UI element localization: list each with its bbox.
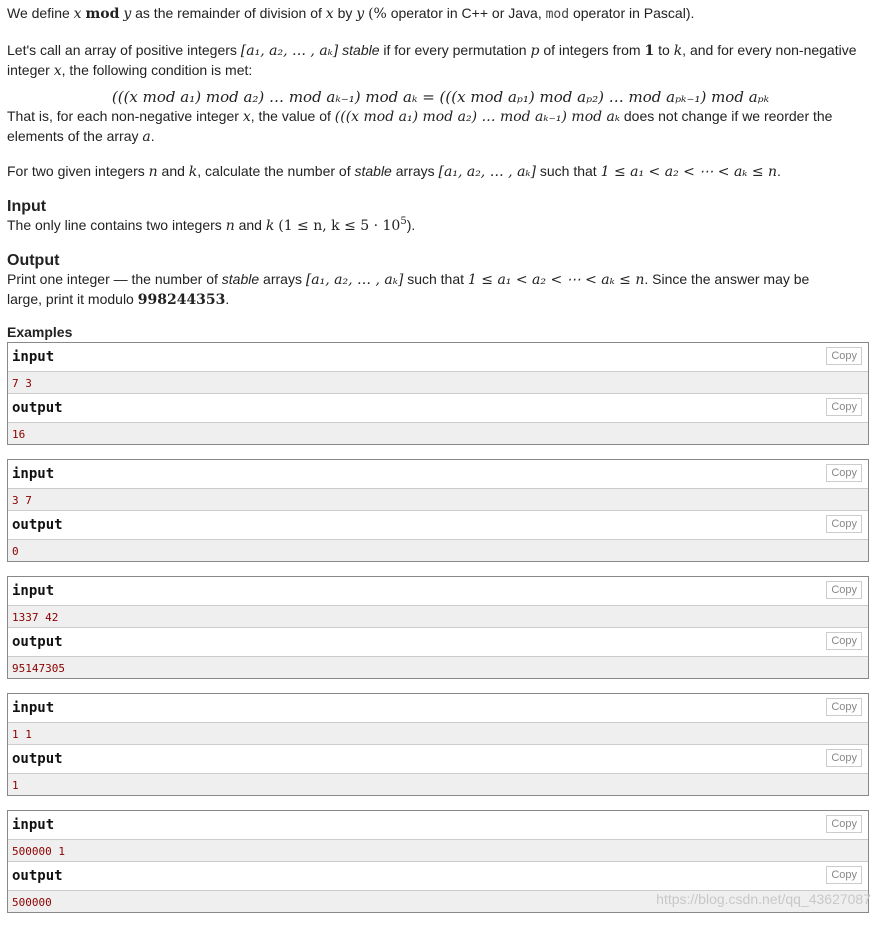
output-header xyxy=(8,394,868,423)
input-header xyxy=(8,460,868,489)
intro-paragraph-4: For two given integers n and k, calculate the number of stable arrays [a₁, a₂, … , aₖ] such that 1 ≤ a₁ < a₂ < ⋯ < aₖ ≤ n. xyxy=(7,163,781,180)
input-label: input xyxy=(12,349,55,365)
copy-output-button[interactable]: Copy xyxy=(826,749,862,767)
copy-input-button[interactable]: Copy xyxy=(826,815,862,833)
output-header xyxy=(8,745,868,774)
copy-input-button[interactable]: Copy xyxy=(826,464,862,482)
input-label: input xyxy=(12,700,55,716)
output-value: 500000 xyxy=(12,896,52,909)
intro-paragraph-1: We define x mod y as the remainder of division of x by y (% operator in C++ or Java, mod operator in Pascal). xyxy=(7,5,695,22)
examples-list xyxy=(7,342,874,913)
output-value: 0 xyxy=(12,545,19,558)
output-header xyxy=(8,511,868,540)
output-value: 95147305 xyxy=(12,662,65,675)
output-section-title: Output xyxy=(7,252,60,269)
examples-title: Examples xyxy=(7,324,73,340)
copy-output-button[interactable]: Copy xyxy=(826,632,862,650)
output-label: output xyxy=(12,634,63,650)
input-section-text: The only line contains two integers n and k (1 ≤ n, $k \le 5 \cdot 10^5$). xyxy=(7,216,416,234)
input-content xyxy=(8,723,868,745)
input-content xyxy=(8,606,868,628)
input-header xyxy=(8,811,868,840)
output-value: 1 xyxy=(12,779,19,792)
copy-input-button[interactable]: Copy xyxy=(826,698,862,716)
output-content xyxy=(8,657,868,678)
input-header xyxy=(8,343,868,372)
intro-paragraph-3: That is, for each non-negative integer x, the value of (((x mod a₁) mod a₂) … mod aₖ₋₁) mod aₖ does not change if we reorder the elements of the array a. xyxy=(7,108,833,145)
output-value: 16 xyxy=(12,428,26,441)
example-block xyxy=(7,576,869,679)
input-section-title: Input xyxy=(7,198,47,215)
output-content xyxy=(8,540,868,561)
input-label: input xyxy=(12,466,55,482)
output-header xyxy=(8,862,868,891)
watermark: https://blog.csdn.net/qq_43627087 xyxy=(656,891,871,907)
example-block xyxy=(7,693,869,796)
copy-input-button[interactable]: Copy xyxy=(826,347,862,365)
output-header xyxy=(8,628,868,657)
copy-output-button[interactable]: Copy xyxy=(826,515,862,533)
copy-output-button[interactable]: Copy xyxy=(826,398,862,416)
input-header xyxy=(8,577,868,606)
example-block xyxy=(7,342,869,445)
output-label: output xyxy=(12,868,63,884)
input-label: input xyxy=(12,583,55,599)
input-value: 500000 1 xyxy=(12,845,65,858)
input-content xyxy=(8,489,868,511)
example-block xyxy=(7,459,869,562)
output-section-text: Print one integer — the number of stable arrays [a₁, a₂, … , aₖ] such that 1 ≤ a₁ < a₂ < ⋯ < aₖ ≤ n. Since the answer may be large, print it modulo 998244353. xyxy=(7,271,810,308)
input-content xyxy=(8,840,868,862)
input-value: 3 7 xyxy=(12,494,32,507)
output-label: output xyxy=(12,751,63,767)
condition-formula: (((x mod a₁) mod a₂) … mod aₖ₋₁) mod aₖ = (((x mod aₚ₁) mod aₚ₂) … mod aₚₖ₋₁) mod aₚₖ xyxy=(111,88,770,106)
output-content xyxy=(8,423,868,444)
input-content xyxy=(8,372,868,394)
input-value: 1 1 xyxy=(12,728,32,741)
copy-input-button[interactable]: Copy xyxy=(826,581,862,599)
input-value: 1337 42 xyxy=(12,611,59,624)
input-value: 7 3 xyxy=(12,377,32,390)
input-header xyxy=(8,694,868,723)
output-label: output xyxy=(12,517,63,533)
intro-paragraph-2: Let's call an array of positive integers [a₁, a₂, … , aₖ] stable if for every permutation p of integers from 1 to k, and for every non-negative integer x, the following condition is met: xyxy=(7,42,857,79)
output-label: output xyxy=(12,400,63,416)
output-content xyxy=(8,774,868,795)
input-label: input xyxy=(12,817,55,833)
copy-output-button[interactable]: Copy xyxy=(826,866,862,884)
